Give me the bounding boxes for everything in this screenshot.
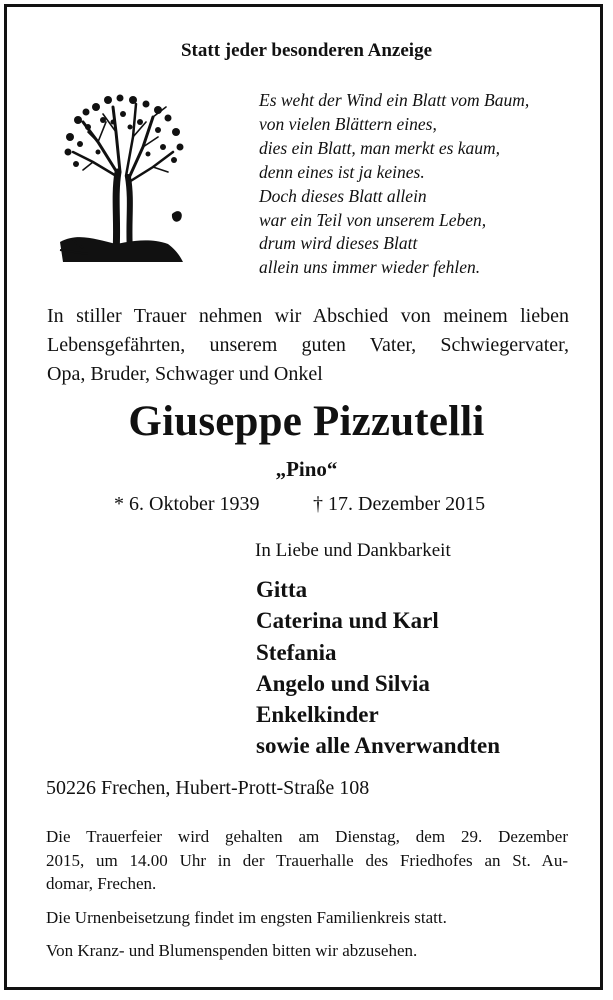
funeral-line: Die Trauerfeier wird gehalten am Dienstag, dem 29. Dezember xyxy=(46,827,568,846)
flowers-note: Von Kranz- und Blumenspenden bitten wir abzusehen. xyxy=(46,941,418,960)
mourner: Gitta xyxy=(256,577,308,602)
deceased-nickname: „Pino“ xyxy=(275,457,338,481)
mourner: Caterina und Karl xyxy=(256,608,439,634)
intro-line: Opa, Bruder, Schwager und Onkel xyxy=(47,363,323,385)
deceased-name: Giuseppe Pizzutelli xyxy=(128,398,485,445)
mourners-list xyxy=(256,574,500,762)
intro-line: Lebensgefährten, unserem guten Vater, Schwiegervater, xyxy=(47,334,569,356)
poem-line: denn eines ist ja keines. xyxy=(259,161,425,182)
funeral-line: domar, Frechen. xyxy=(46,874,157,893)
mourner: Enkelkinder xyxy=(256,702,379,728)
tree-icon xyxy=(58,92,188,270)
poem-line: drum wird dieses Blatt xyxy=(259,233,418,254)
funeral-notes xyxy=(46,825,568,963)
intro-text xyxy=(47,302,569,389)
birth-date: * 6. Oktober 1939 xyxy=(114,493,260,515)
funeral-info xyxy=(46,825,568,896)
death-date: † 17. Dezember 2015 xyxy=(313,493,486,515)
poem-line: Es weht der Wind ein Blatt vom Baum, xyxy=(259,90,530,110)
poem-line: Doch dieses Blatt allein xyxy=(259,185,427,206)
funeral-line: 2015, um 14.00 Uhr in der Trauerhalle des Friedhofes an St. Au- xyxy=(46,850,568,870)
poem-line: allein uns immer wieder fehlen. xyxy=(259,257,481,278)
poem-line: war ein Teil von unserem Leben, xyxy=(259,209,487,230)
intro-line: In stiller Trauer nehmen wir Abschied von meinem lieben xyxy=(47,305,569,327)
poem-line: von vielen Blättern eines, xyxy=(259,113,437,134)
address: 50226 Frechen, Hubert-Prott-Straße 108 xyxy=(46,777,370,799)
urn-note: Die Urnenbeisetzung findet im engsten Familienkreis statt. xyxy=(46,907,447,927)
poem xyxy=(259,89,529,280)
notice-header: Statt jeder besonderen Anzeige xyxy=(180,40,433,61)
closing-phrase: In Liebe und Dankbarkeit xyxy=(255,540,451,561)
mourner: Stefania xyxy=(256,639,337,665)
mourner: Angelo und Silvia xyxy=(256,670,430,696)
mourner: sowie alle Anverwandten xyxy=(256,733,501,759)
poem-line: dies ein Blatt, man merkt es kaum, xyxy=(259,137,501,158)
